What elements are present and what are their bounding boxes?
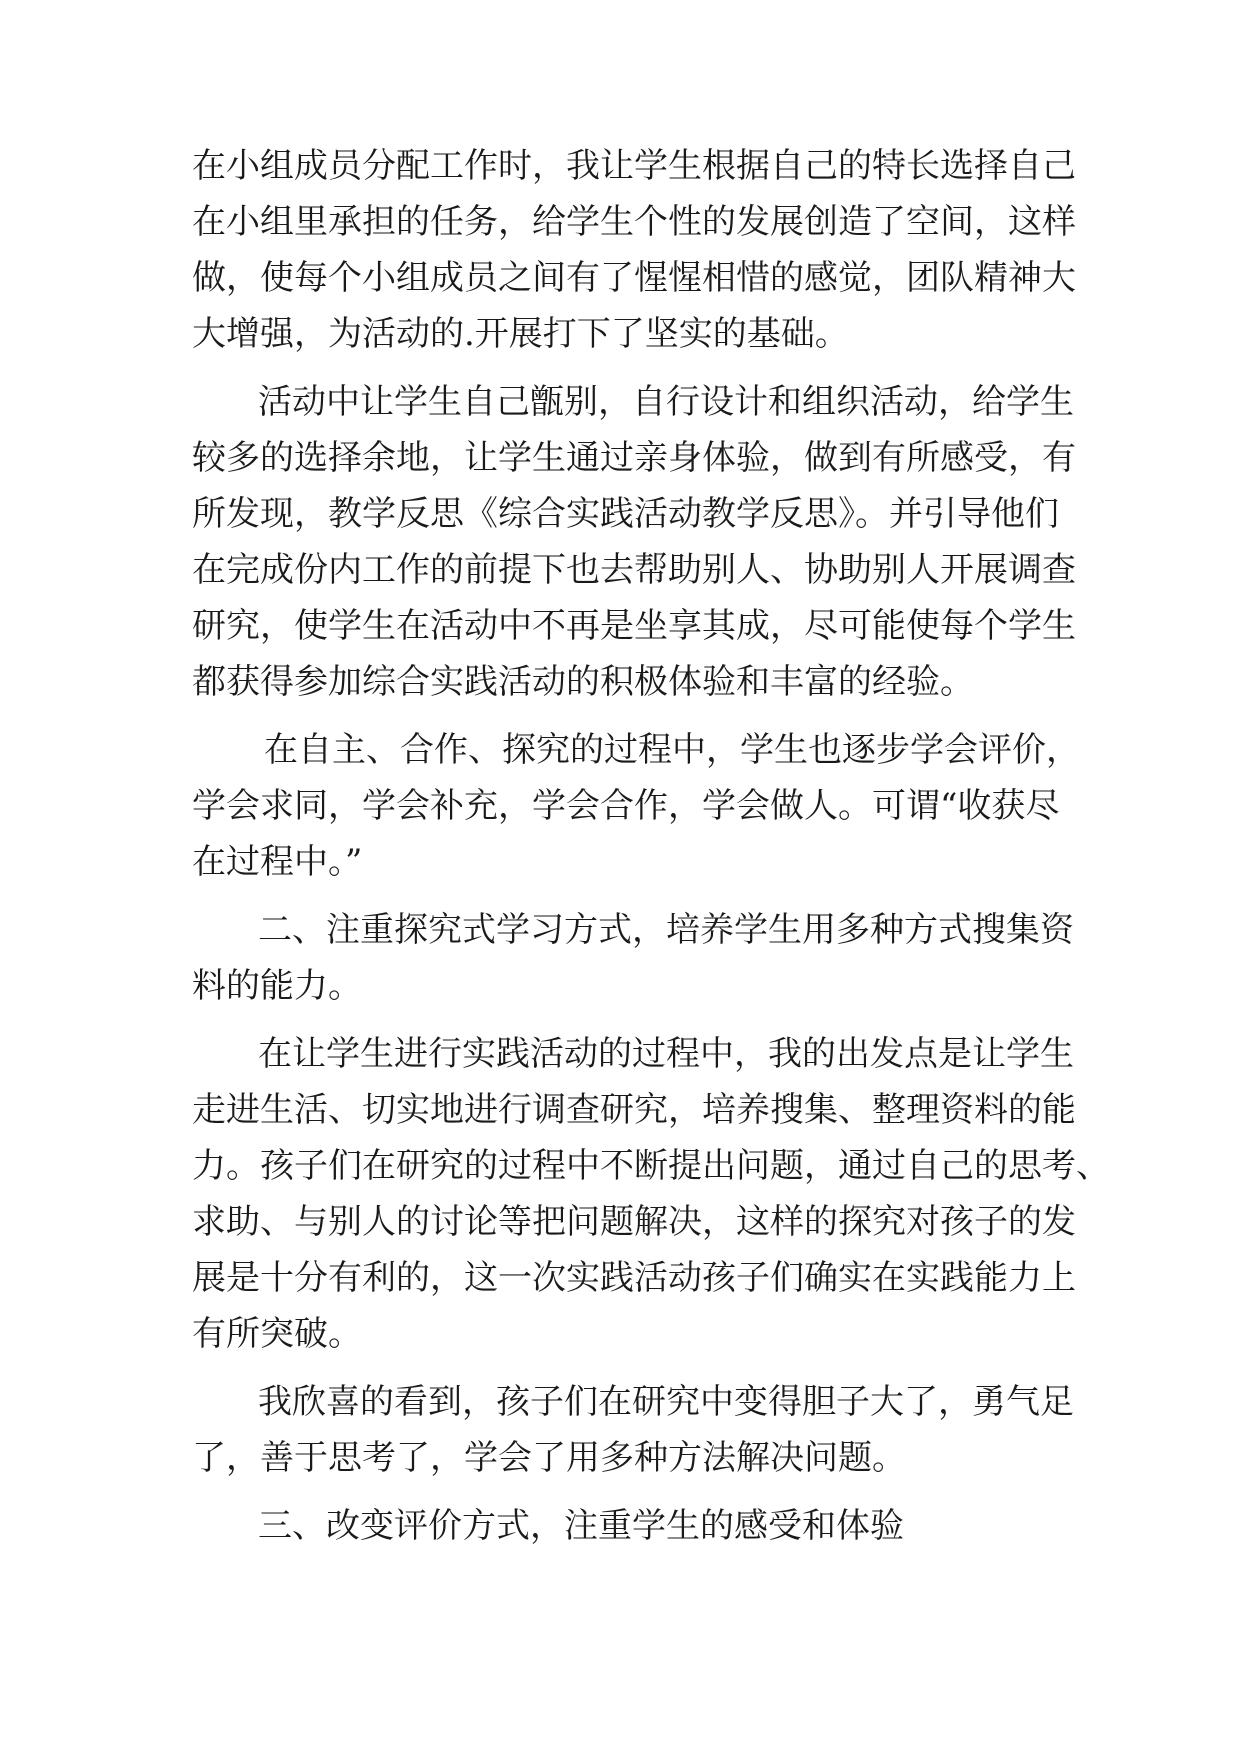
text-line: 研究，使学生在活动中不再是坐享其成，尽可能使每个学生 bbox=[192, 606, 1076, 646]
text-line: 力。孩子们在研究的过程中不断提出问题，通过自己的思考、 bbox=[192, 1146, 1110, 1186]
text-line: 展是十分有利的，这一次实践活动孩子们确实在实践能力上 bbox=[192, 1258, 1076, 1298]
text-line: 在小组里承担的任务，给学生个性的发展创造了空间，这样 bbox=[192, 202, 1076, 242]
text-line: 了，善于思考了，学会了用多种方法解决问题。 bbox=[192, 1438, 906, 1478]
text-line: 在小组成员分配工作时，我让学生根据自己的特长选择自己 bbox=[192, 146, 1076, 186]
text-line: 活动中让学生自己甑别，自行设计和组织活动，给学生 bbox=[258, 382, 1074, 422]
text-line: 都获得参加综合实践活动的积极体验和丰富的经验。 bbox=[192, 662, 974, 702]
text-line: 走进生活、切实地进行调查研究，培养搜集、整理资料的能 bbox=[192, 1090, 1076, 1130]
text-line: 在自主、合作、探究的过程中，学生也逐步学会评价， bbox=[264, 730, 1080, 770]
text-line: 在让学生进行实践活动的过程中，我的出发点是让学生 bbox=[258, 1034, 1074, 1074]
text-line: 有所突破。 bbox=[192, 1314, 362, 1354]
text-line: 做，使每个小组成员之间有了惺惺相惜的感觉，团队精神大 bbox=[192, 258, 1076, 298]
text-line: 所发现，教学反思《综合实践活动教学反思》。并引导他们 bbox=[192, 494, 1059, 534]
text-line: 在过程中。” bbox=[192, 842, 363, 882]
text-line: 我欣喜的看到，孩子们在研究中变得胆子大了，勇气足 bbox=[258, 1382, 1074, 1422]
text-line: 学会求同，学会补充，学会合作，学会做人。可谓“收获尽 bbox=[192, 786, 1060, 826]
text-line: 求助、与别人的讨论等把问题解决，这样的探究对孩子的发 bbox=[192, 1202, 1076, 1242]
section-heading: 三、改变评价方式，注重学生的感受和体验 bbox=[258, 1506, 904, 1546]
text-line: 在完成份内工作的前提下也去帮助别人、协助别人开展调查 bbox=[192, 550, 1076, 590]
section-heading: 料的能力。 bbox=[192, 966, 362, 1006]
section-heading: 二、注重探究式学习方式，培养学生用多种方式搜集资 bbox=[258, 910, 1074, 950]
text-line: 较多的选择余地，让学生通过亲身体验，做到有所感受，有 bbox=[192, 438, 1076, 478]
text-line: 大增强，为活动的.开展打下了坚实的基础。 bbox=[192, 314, 849, 354]
